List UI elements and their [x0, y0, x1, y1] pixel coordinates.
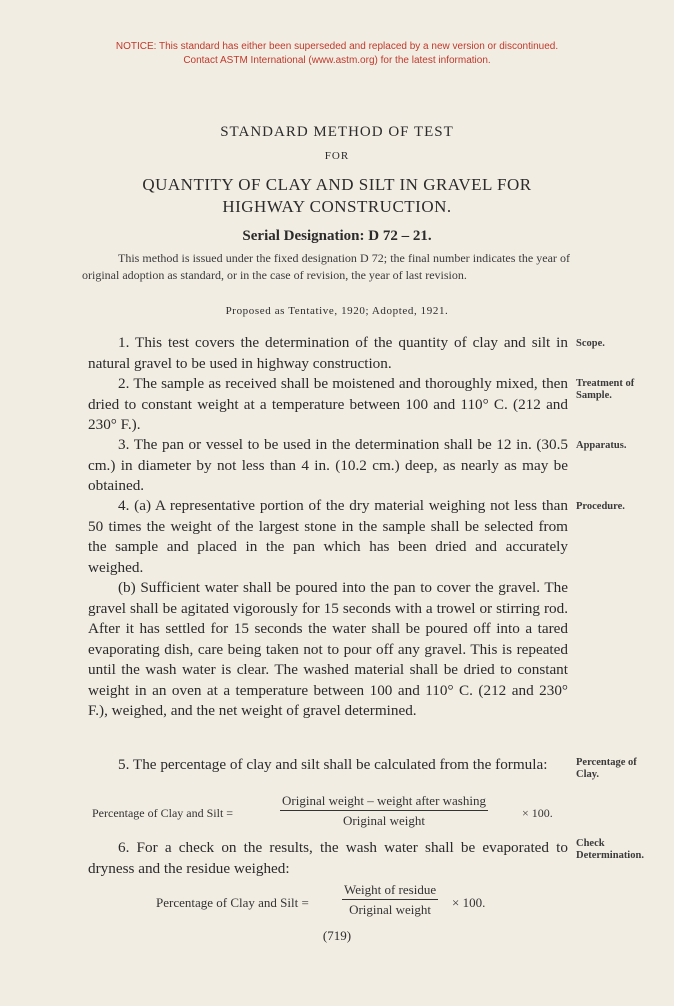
- section-5-sidenote: Percentage of Clay.: [576, 757, 637, 780]
- formula-1-numerator: Original weight – weight after washing: [280, 793, 488, 811]
- section-2-sidenote: Treatment of Sample.: [576, 378, 635, 401]
- formula-1-multiplier: × 100.: [522, 806, 553, 820]
- formula-1-denominator: Original weight: [343, 813, 425, 828]
- title-line-2: QUANTITY OF CLAY AND SILT IN GRAVEL FOR: [142, 175, 532, 194]
- formula-2-denominator: Original weight: [349, 902, 432, 917]
- section-3-text: 3. The pan or vessel to be used in the determination shall be 12 in. (30.5 cm.) in diameter by not less than 4 in. (10.2 cm.) deep, as nearly as may be obtained.: [88, 436, 568, 494]
- section-6-text: 6. For a check on the results, the wash water shall be evaporated to dryness and the residue weighed:: [88, 839, 568, 877]
- formula-2-multiplier: × 100.: [452, 895, 486, 910]
- title-line-3: HIGHWAY CONSTRUCTION.: [222, 197, 452, 216]
- section-6-sidenote: Check Determination.: [576, 838, 644, 861]
- section-2-text: 2. The sample as received shall be moistened and thoroughly mixed, then dried to constant weight at a temperature between 100 and 110° C. (212 and 230° F.).: [88, 375, 568, 433]
- intro-paragraph: This method is issued under the fixed designation D 72; the final number indicates the year of original adoption as standard, or in the case of revision, the year of last revision.: [82, 251, 570, 282]
- serial-designation: Serial Designation: D 72 – 21.: [242, 228, 432, 244]
- formula-1-fraction: [280, 793, 488, 829]
- section-4-sidenote: Procedure.: [576, 501, 625, 512]
- notice-line-1: NOTICE: This standard has either been superseded and replaced by a new version or discontinued.: [115, 41, 559, 52]
- adoption-dates: Proposed as Tentative, 1920; Adopted, 1921.: [225, 305, 449, 317]
- formula-2-label: Percentage of Clay and Silt =: [156, 895, 309, 910]
- formula-2-numerator: Weight of residue: [342, 882, 438, 900]
- page-number: (719): [322, 928, 352, 943]
- section-4a-text: 4. (a) A representative portion of the dry material weighing not less than 50 times the weight of the largest stone in the sample shall be selected from the sample and placed in the pan which has been dried and accurately weighed.: [88, 497, 568, 576]
- section-4b-text: (b) Sufficient water shall be poured into the pan to cover the gravel. The gravel shall be agitated vigorously for 15 seconds with a trowel or stirring rod. After it has settled for 15 seconds the water shall be poured off into a tared evaporating dish, care being taken not to pour off any gravel. This is repeated until the wash water is clear. The washed material shall be dried to constant weight in an oven at a temperature between 100 and 110° C. (212 and 230° F.), weighed, and the net weight of gravel determined.: [88, 579, 568, 719]
- notice-line-2: Contact ASTM International (www.astm.org) for the latest information.: [183, 55, 491, 66]
- section-3-sidenote: Apparatus.: [576, 440, 627, 451]
- formula-2-fraction: [342, 882, 438, 918]
- section-1-sidenote: Scope.: [576, 338, 605, 349]
- title-line-1: STANDARD METHOD OF TEST: [220, 124, 454, 140]
- section-5-text: 5. The percentage of clay and silt shall be calculated from the formula:: [118, 756, 548, 773]
- formula-1-label: Percentage of Clay and Silt =: [92, 806, 234, 820]
- title-for: FOR: [324, 150, 350, 162]
- section-1-text: 1. This test covers the determination of the quantity of clay and silt in natural gravel to be used in highway construction.: [88, 334, 568, 372]
- title-main: [0, 174, 674, 218]
